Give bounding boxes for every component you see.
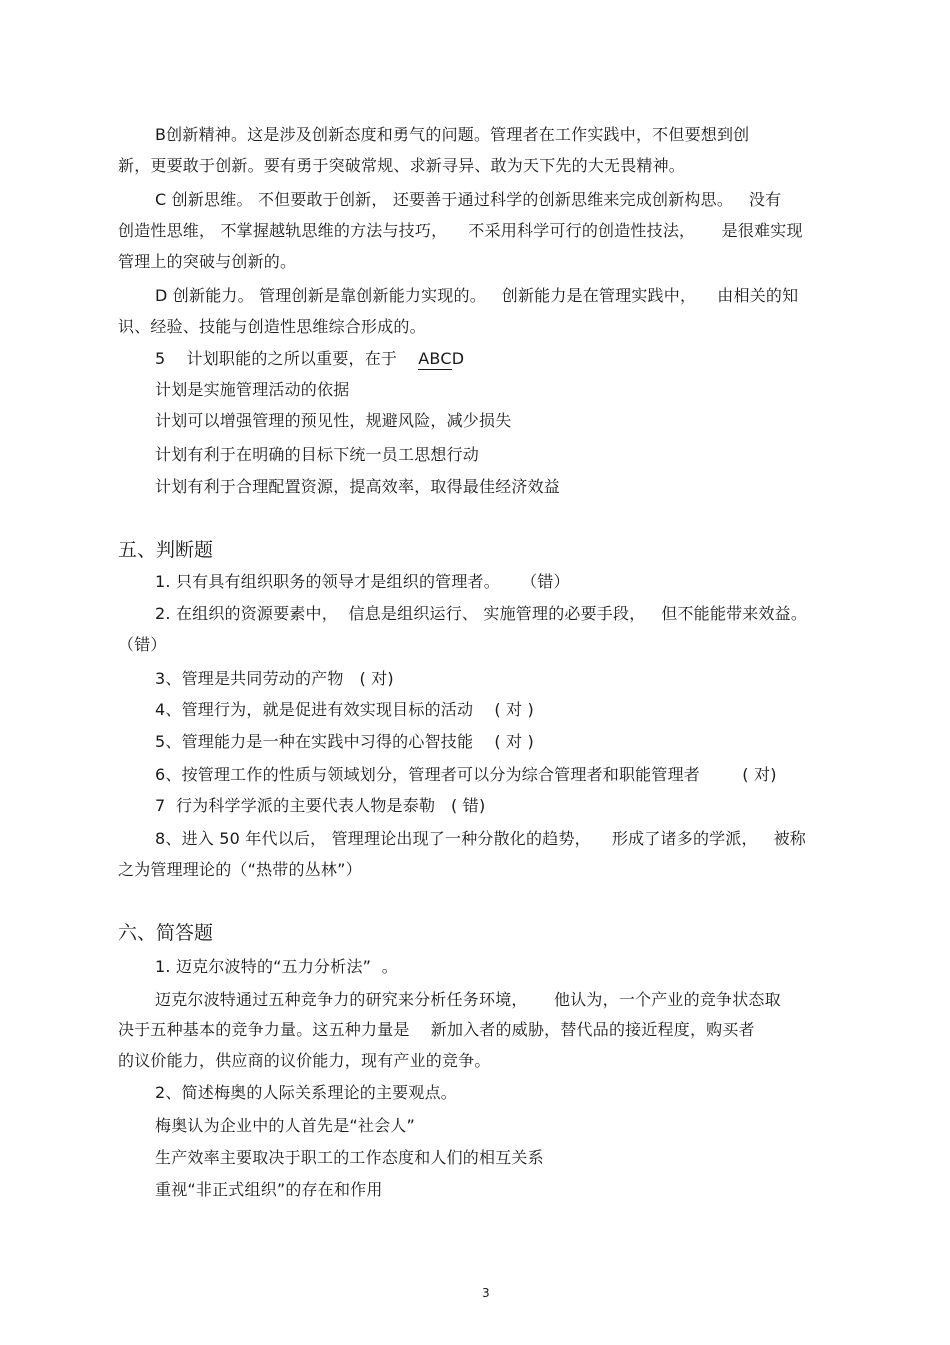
short-q2-item-3: 重视“非正式组织”的存在和作用 (155, 1180, 383, 1199)
judge-q3: 3、管理是共同劳动的产物 ( 对) (155, 669, 394, 688)
short-q2-item-2: 生产效率主要取决于职工的工作态度和人们的相互关系 (155, 1148, 544, 1167)
paragraph-c-line3: 管理上的突破与创新的。 (118, 252, 297, 271)
section-heading-short: 六、简答题 (118, 922, 214, 944)
question-5-prompt: 5 计划职能的之所以重要，在于 (155, 349, 398, 368)
question-5-answer: ABC (418, 349, 452, 368)
paragraph-c-line2: 创造性思维， 不掌握越轨思维的方法与技巧， 不采用科学可行的创造性技法， 是很难实现 (118, 221, 803, 240)
short-q2-item-1: 梅奥认为企业中的人首先是“社会人” (155, 1116, 415, 1135)
judge-q7: 7 行为科学学派的主要代表人物是泰勒 ( 错) (155, 796, 486, 815)
paragraph-b-line1: B创新精神。这是涉及创新态度和勇气的问题。管理者在工作实践中，不但要想到创 (155, 125, 750, 144)
paragraph-d-line1: D 创新能力。 管理创新是靠创新能力实现的。 创新能力是在管理实践中， 由相关的知 (155, 286, 799, 305)
paragraph-b-line2: 新，更要敢于创新。要有勇于突破常规、求新寻异、敢为天下先的大无畏精神。 (118, 156, 686, 175)
short-q1-line3: 的议价能力，供应商的议价能力，现有产业的竞争。 (118, 1051, 491, 1070)
judge-q5: 5、管理能力是一种在实践中习得的心智技能 ( 对 ) (155, 732, 534, 751)
short-q1-title: 1. 迈克尔波特的“五力分析法” 。 (155, 957, 398, 976)
judge-q1: 1. 只有具有组织职务的领导才是组织的管理者。 （错） (155, 572, 570, 591)
short-q1-line1: 迈克尔波特通过五种竞争力的研究来分析任务环境， 他认为，一个产业的竞争状态取 (155, 990, 781, 1009)
judge-q2-line1: 2. 在组织的资源要素中， 信息是组织运行、 实施管理的必要手段， 但不能能带来效益。 (155, 604, 808, 623)
q5-item-3: 计划有利于在明确的目标下统一员工思想行动 (155, 445, 480, 464)
judge-q2-line2: （错） (118, 635, 167, 654)
paragraph-c-line1: C 创新思维。 不但要敢于创新， 还要善于通过科学的创新思维来完成创新构思。 没有 (155, 190, 782, 209)
q5-item-4: 计划有利于合理配置资源，提高效率，取得最佳经济效益 (155, 477, 561, 496)
q5-item-1: 计划是实施管理活动的依据 (155, 380, 350, 399)
q5-item-2: 计划可以增强管理的预见性，规避风险，减少损失 (155, 411, 512, 430)
question-5-answer-tail: D (451, 349, 465, 368)
question-5 (155, 348, 464, 370)
judge-q6: 6、按管理工作的性质与领域划分，管理者可以分为综合管理者和职能管理者 ( 对) (155, 765, 777, 784)
page-number: 3 (482, 1286, 490, 1300)
paragraph-d-line2: 识、经验、技能与创造性思维综合形成的。 (118, 317, 426, 336)
judge-q8-line1: 8、进入 50 年代以后， 管理理论出现了一种分散化的趋势， 形成了诸多的学派， 被称 (155, 829, 806, 848)
judge-q4: 4、管理行为，就是促进有效实现目标的活动 ( 对 ) (155, 700, 534, 719)
short-q2-title: 2、简述梅奥的人际关系理论的主要观点。 (155, 1083, 457, 1102)
section-heading-judge: 五、判断题 (118, 539, 214, 561)
short-q1-line2: 决于五种基本的竞争力量。这五种力量是 新加入者的威胁，替代品的接近程度，购买者 (118, 1020, 755, 1039)
judge-q8-line2: 之为管理理论的（“热带的丛林”） (118, 860, 362, 879)
